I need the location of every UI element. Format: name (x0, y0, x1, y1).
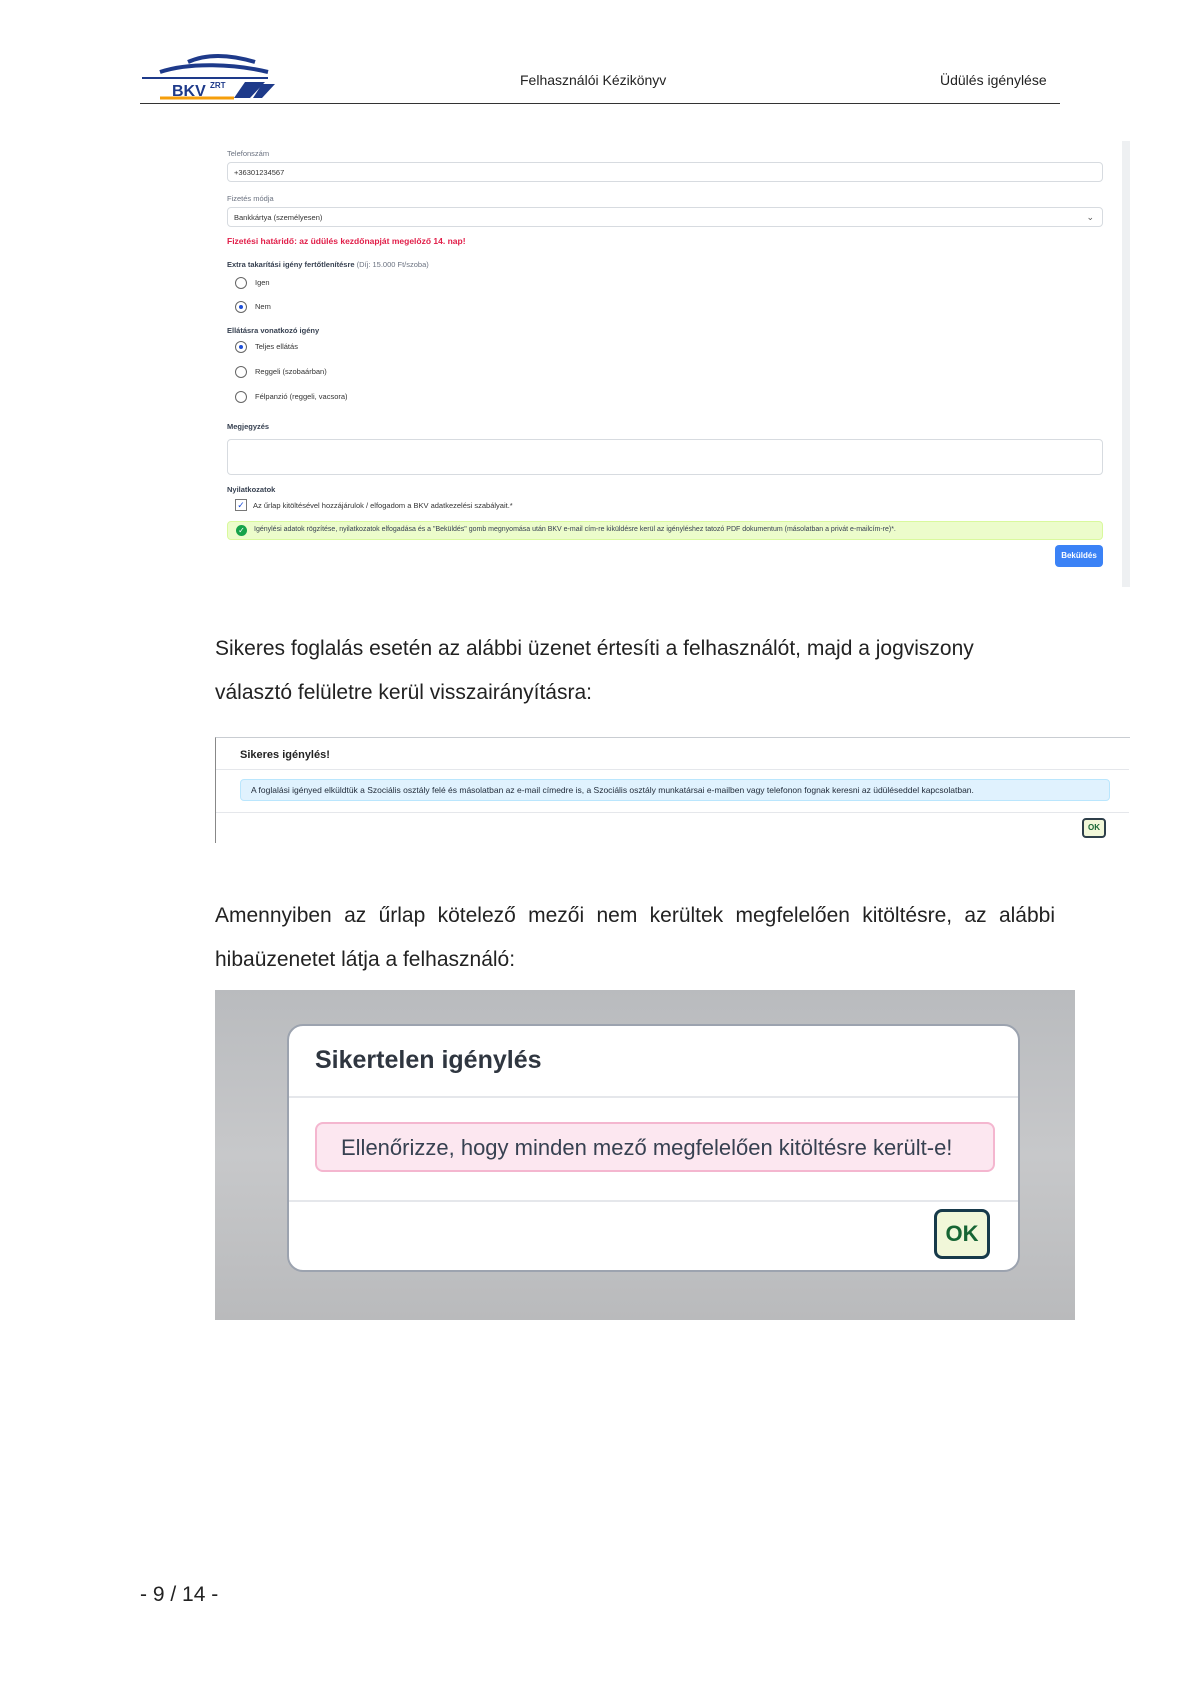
ok-button[interactable]: OK (1082, 818, 1106, 838)
payment-select-value: Bankkártya (személyesen) (234, 213, 323, 222)
chevron-down-icon: ⌄ (1086, 212, 1094, 222)
success-dialog-screenshot (215, 737, 1130, 843)
info-text: Igénylési adatok rögzítése, nyilatkozatok elfogadása és a "Beküldés" gomb megnyomása után BKV e-mail cím-re kiküldésre kerül az igényléshez tatozó PDF dokumentum (másolatban a privát e-mailcím-re)*. (254, 526, 896, 533)
note-label: Megjegyzés (227, 422, 270, 431)
paragraph-error-intro: Amennyiben az űrlap kötelező mezői nem kerültek megfelelően kitöltésre, az alábbi hibaüzenetet látja a felhasználó: (215, 904, 1055, 971)
radio-meal-halfboard[interactable] (235, 391, 455, 405)
meal-label: Ellátásra vonatkozó igény (227, 326, 320, 335)
check-circle-icon: ✓ (236, 525, 247, 536)
ok-button[interactable]: OK (934, 1209, 990, 1259)
phone-label: Telefonszám (227, 149, 270, 158)
radio-button-selected-icon[interactable] (235, 301, 247, 313)
radio-button-icon[interactable] (235, 277, 247, 289)
radio-cleaning-igen[interactable] (235, 277, 455, 291)
dialog-divider (289, 1200, 1018, 1202)
radio-cleaning-nem[interactable] (235, 301, 455, 315)
error-dialog-title: Sikertelen igénylés (315, 1046, 542, 1074)
page-number: - 9 / 14 - (140, 1583, 219, 1606)
error-message: Ellenőrizze, hogy minden mező megfelelően kitöltésre került-e! (315, 1122, 995, 1172)
radio-button-icon[interactable] (235, 391, 247, 403)
error-dialog-screenshot (215, 990, 1075, 1320)
error-dialog (287, 1024, 1020, 1272)
radio-label: Teljes ellátás (255, 342, 298, 351)
declarations-label: Nyilatkozatok (227, 485, 276, 494)
success-dialog-title: Sikeres igénylés! (240, 749, 330, 761)
dialog-divider (216, 812, 1129, 813)
success-message: A foglalási igényed elküldtük a Szociális osztály felé és másolatban az e-mail címedre is, a Szociális osztály munkatársai e-mailben vagy telefonon fognak keresni az üdüléseddel kapcsolatban. (240, 779, 1110, 801)
radio-button-icon[interactable] (235, 366, 247, 378)
submit-button[interactable]: Beküldés (1055, 545, 1103, 567)
payment-label: Fizetés módja (227, 194, 274, 203)
info-banner (227, 521, 1103, 540)
svg-text:ZRT: ZRT (210, 81, 226, 90)
document-title: Felhasználói Kézikönyv (520, 72, 667, 88)
payment-deadline-warning: Fizetési határidő: az üdülés kezdőnapját megelőző 14. nap! (227, 236, 466, 246)
cleaning-label (227, 260, 429, 269)
dialog-divider (289, 1096, 1018, 1098)
bkv-logo (140, 52, 280, 102)
header-divider (140, 103, 1060, 104)
radio-button-selected-icon[interactable] (235, 341, 247, 353)
dialog-divider (216, 769, 1129, 770)
section-title: Üdülés igénylése (940, 72, 1047, 88)
svg-text:BKV: BKV (172, 83, 206, 100)
cleaning-fee-note: (Díj: 15.000 Ft/szoba) (356, 260, 429, 269)
radio-label: Reggeli (szobaárban) (255, 367, 327, 376)
radio-label: Nem (255, 302, 271, 311)
paragraph-success-intro: Sikeres foglalás esetén az alábbi üzenet értesíti a felhasználót, majd a jogviszony választó felületre kerül visszairányításra: (215, 637, 974, 704)
declaration-checkbox[interactable]: ✓ (235, 499, 247, 511)
radio-label: Igen (255, 278, 270, 287)
radio-label: Félpanzió (reggeli, vacsora) (255, 392, 348, 401)
radio-meal-full[interactable] (235, 341, 455, 355)
note-textarea[interactable] (227, 439, 1103, 475)
form-screenshot (215, 141, 1130, 587)
cleaning-label-text: Extra takarítási igény fertőtlenítésre (227, 260, 355, 269)
payment-select[interactable] (227, 207, 1103, 227)
declaration-label: Az űrlap kitöltésével hozzájárulok / elfogadom a BKV adatkezelési szabályait.* (253, 501, 513, 510)
radio-meal-breakfast[interactable] (235, 366, 455, 380)
phone-input[interactable]: +36301234567 (227, 162, 1103, 182)
